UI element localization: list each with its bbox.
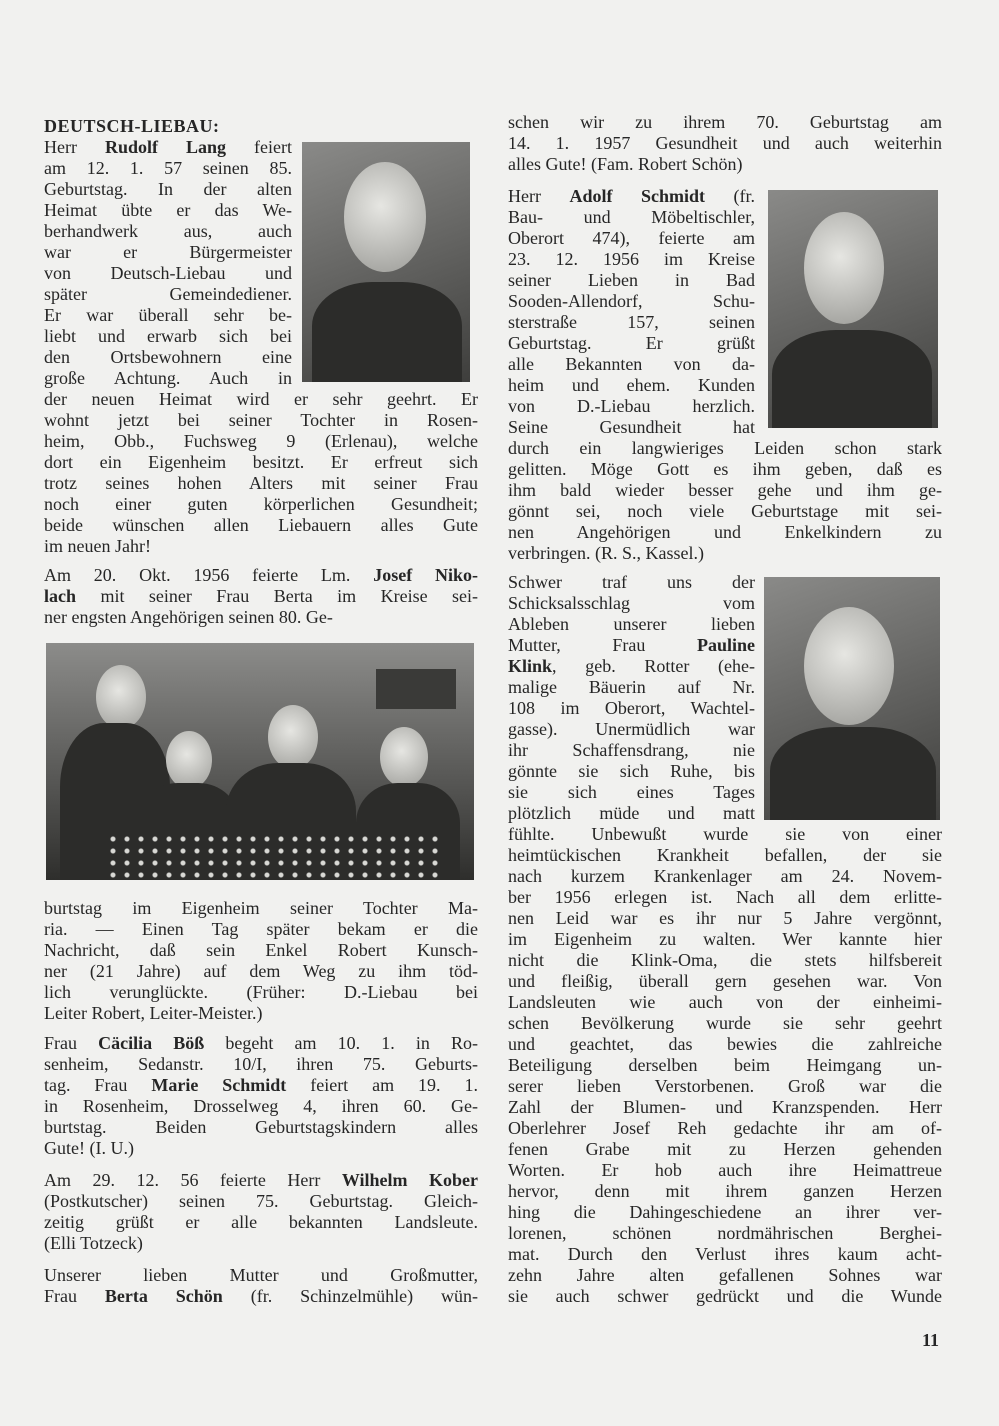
- text-line: Schwer traf uns der: [508, 572, 755, 592]
- text-line: fenen Grabe mit zu Herzen gehenden: [508, 1139, 942, 1159]
- text-line: am 12. 1. 57 seinen 85.: [44, 158, 292, 178]
- text-line: wohnt jetzt bei seiner Tochter in Rosen-: [44, 410, 478, 430]
- text-line: Herr Rudolf Lang feiert: [44, 137, 292, 157]
- text-line: mat. Durch den Verlust ihres kaum acht-: [508, 1244, 942, 1264]
- text-line: gönnt sei, noch viele Geburtstage mit sei-: [508, 501, 942, 521]
- text-line: im Eigenheim zu walten. Wer kannte hier: [508, 929, 942, 949]
- bold-name: Rudolf Lang: [104, 137, 227, 157]
- text-line: Klink, geb. Rotter (ehe-: [508, 656, 755, 676]
- text-line: ria. — Einen Tag später bekam er die: [44, 919, 478, 939]
- text-line: Frau Cäcilia Böß begeht am 10. 1. in Ro-: [44, 1033, 478, 1053]
- text-line: (Elli Totzeck): [44, 1233, 143, 1253]
- text-line: Gute! (I. U.): [44, 1138, 134, 1158]
- paragraph: [44, 1170, 478, 1254]
- text-line: Leiter Robert, Leiter-Meister.): [44, 1003, 263, 1023]
- bold-name: Marie Schmidt: [151, 1075, 287, 1095]
- text-line: nen Leid war es ihr nur 5 Jahre vergönnt,: [508, 908, 942, 928]
- text-line: Oberort 474), feierte am: [508, 228, 755, 248]
- text-line: gönnte sie sich Ruhe, bis: [508, 761, 755, 781]
- text-line: der neuen Heimat wird er sehr geehrt. Er: [44, 389, 478, 409]
- text-line: lach mit seiner Frau Berta im Kreise sei-: [44, 586, 478, 606]
- section-heading: DEUTSCH-LIEBAU:: [44, 116, 220, 136]
- paragraph: [508, 112, 942, 175]
- bold-name: Adolf Schmidt: [569, 186, 705, 206]
- bold-name: Berta Schön: [104, 1286, 223, 1306]
- text-line: malige Bäuerin auf Nr.: [508, 677, 755, 697]
- text-line: gelitten. Möge Gott es ihm geben, daß es: [508, 459, 942, 479]
- text-line: war er Bürgermeister: [44, 242, 292, 262]
- paragraph: [44, 1033, 478, 1159]
- text-line: tag. Frau Marie Schmidt feiert am 19. 1.: [44, 1075, 478, 1095]
- text-line: ihm bald wieder besser gehe und ihm ge-: [508, 480, 942, 500]
- text-line: von D.-Liebau herzlich.: [508, 396, 755, 416]
- text-line: in Rosenheim, Drosselweg 4, ihren 60. Ge-: [44, 1096, 478, 1116]
- paragraph: [44, 1265, 478, 1307]
- text-line: fühlte. Unbewußt wurde sie von einer: [508, 824, 942, 844]
- text-line: Frau Berta Schön (fr. Schinzelmühle) wün-: [44, 1286, 478, 1306]
- text-line: heim, Obb., Fuchsweg 9 (Erlenau), welche: [44, 431, 478, 451]
- text-line: ner (21 Jahre) auf dem Weg zu ihm töd-: [44, 961, 478, 981]
- text-line: verbringen. (R. S., Kassel.): [508, 543, 704, 563]
- text-line: plötzlich müde und matt: [508, 803, 755, 823]
- text-line: von Deutsch-Liebau und: [44, 263, 292, 283]
- text-line: Landsleuten wie auch von der einheimi-: [508, 992, 942, 1012]
- text-line: beide wünschen allen Liebauern alles Gute: [44, 515, 478, 535]
- text-line: zeitig grüßt er alle bekannten Landsleute.: [44, 1212, 478, 1232]
- text-line: 23. 12. 1956 im Kreise: [508, 249, 755, 269]
- text-line: große Achtung. Auch in: [44, 368, 292, 388]
- text-line: trotz seines hohen Alters mit seiner Frau: [44, 473, 478, 493]
- text-line: Am 29. 12. 56 feierte Herr Wilhelm Kober: [44, 1170, 478, 1190]
- bold-name: Wilhelm Kober: [341, 1170, 478, 1190]
- text-line: Unserer lieben Mutter und Großmutter,: [44, 1265, 478, 1285]
- text-line: Oberlehrer Josef Reh gedachte ihr am of-: [508, 1118, 942, 1138]
- text-line: und fleißig, überall gern gesehen war. Von: [508, 971, 942, 991]
- bold-name: lach: [44, 586, 77, 606]
- text-line: serer lieben Verstorbenen. Groß war die: [508, 1076, 942, 1096]
- text-line: nen Angehörigen und Enkelkindern zu: [508, 522, 942, 542]
- text-line: Geburtstag. In der alten: [44, 179, 292, 199]
- text-line: alle Bekannten von da-: [508, 354, 755, 374]
- bold-name: Cäcilia Böß: [98, 1033, 205, 1053]
- text-line: Herr Adolf Schmidt (fr.: [508, 186, 755, 206]
- text-line: nach kurzem Krankenlager am 24. Novem-: [508, 866, 942, 886]
- text-line: ber 1956 erlegen ist. Nach all dem erlitte-: [508, 887, 942, 907]
- text-line: hervor, denn mit ihrem ganzen Herzen: [508, 1181, 942, 1201]
- text-line: Nachricht, daß sein Enkel Robert Kunsch-: [44, 940, 478, 960]
- photo-adolf-schmidt: [768, 190, 938, 428]
- text-line: berhandwerk aus, auch: [44, 221, 292, 241]
- text-line: hing die Dahingeschiedene an ihrer ver-: [508, 1202, 942, 1222]
- text-line: Am 20. Okt. 1956 feierte Lm. Josef Niko-: [44, 565, 478, 585]
- photo-nikolach-family: [46, 643, 474, 880]
- text-line: schen Bevölkerung wurde sie sehr geehrt: [508, 1013, 942, 1033]
- text-line: zehn Jahre alten gefallenen Sohnes war: [508, 1265, 942, 1285]
- text-line: Worten. Er hob auch ihre Heimattreue: [508, 1160, 942, 1180]
- text-line: sterstraße 157, seinen: [508, 312, 755, 332]
- bold-name: Pauline: [696, 635, 755, 655]
- text-line: dort ein Eigenheim besitzt. Er erfreut sich: [44, 452, 478, 472]
- text-line: Schicksalsschlag vom: [508, 593, 755, 613]
- text-line: Beteiligung derselben beim Heimgang un-: [508, 1055, 942, 1075]
- text-line: lich verunglückte. (Früher: D.-Liebau bei: [44, 982, 478, 1002]
- text-line: liebt und erwarb sich bei: [44, 326, 292, 346]
- text-line: Sooden-Allendorf, Schu-: [508, 291, 755, 311]
- text-line: (Postkutscher) seinen 75. Geburtstag. Gleich-: [44, 1191, 478, 1211]
- text-line: seiner Lieben in Bad: [508, 270, 755, 290]
- text-line: heim und ehem. Kunden: [508, 375, 755, 395]
- text-line: heimtückischen Krankheit befallen, der sie: [508, 845, 942, 865]
- text-line: Seine Gesundheit hat: [508, 417, 755, 437]
- photo-pauline-klink: [764, 577, 940, 820]
- bold-name: Josef Niko-: [373, 565, 478, 585]
- text-line: sie auch schwer gedrückt und die Wunde: [508, 1286, 942, 1306]
- text-line: sie sich eines Tages: [508, 782, 755, 802]
- text-line: Er war überall sehr be-: [44, 305, 292, 325]
- text-line: Zahl der Blumen- und Kranzspenden. Herr: [508, 1097, 942, 1117]
- text-line: gasse). Unermüdlich war: [508, 719, 755, 739]
- text-line: später Gemeindediener.: [44, 284, 292, 304]
- text-line: lorenen, schönen nordmährischen Berghei-: [508, 1223, 942, 1243]
- text-line: Mutter, Frau Pauline: [508, 635, 755, 655]
- bold-name: Klink: [508, 656, 553, 676]
- text-line: ihr Schaffensdrang, nie: [508, 740, 755, 760]
- text-line: schen wir zu ihrem 70. Geburtstag am: [508, 112, 942, 132]
- text-line: 14. 1. 1957 Gesundheit und auch weiterhin: [508, 133, 942, 153]
- text-line: nicht die Klink-Oma, die stets hilfsbereit: [508, 950, 942, 970]
- text-line: Bau- und Möbeltischler,: [508, 207, 755, 227]
- page-number: 11: [922, 1330, 940, 1350]
- text-line: den Ortsbewohnern eine: [44, 347, 292, 367]
- text-line: noch einer guten körperlichen Gesundheit;: [44, 494, 478, 514]
- text-line: 108 im Oberort, Wachtel-: [508, 698, 755, 718]
- text-line: Ableben unserer lieben: [508, 614, 755, 634]
- text-line: senheim, Sedanstr. 10/I, ihren 75. Geburts-: [44, 1054, 478, 1074]
- text-line: Heimat übte er das We-: [44, 200, 292, 220]
- text-line: durch ein langwieriges Leiden schon stark: [508, 438, 942, 458]
- text-line: und geachtet, das bewies die zahlreiche: [508, 1034, 942, 1054]
- photo-rudolf-lang: [302, 142, 470, 382]
- text-line: alles Gute! (Fam. Robert Schön): [508, 154, 743, 174]
- text-line: Geburtstag. Er grüßt: [508, 333, 755, 353]
- paragraph: [44, 565, 478, 628]
- text-line: burtstag im Eigenheim seiner Tochter Ma-: [44, 898, 478, 918]
- text-line: ner engsten Angehörigen seinen 80. Ge-: [44, 607, 333, 627]
- text-line: im neuen Jahr!: [44, 536, 151, 556]
- text-line: burtstag. Beiden Geburtstagskindern alles: [44, 1117, 478, 1137]
- paragraph: [44, 898, 478, 1024]
